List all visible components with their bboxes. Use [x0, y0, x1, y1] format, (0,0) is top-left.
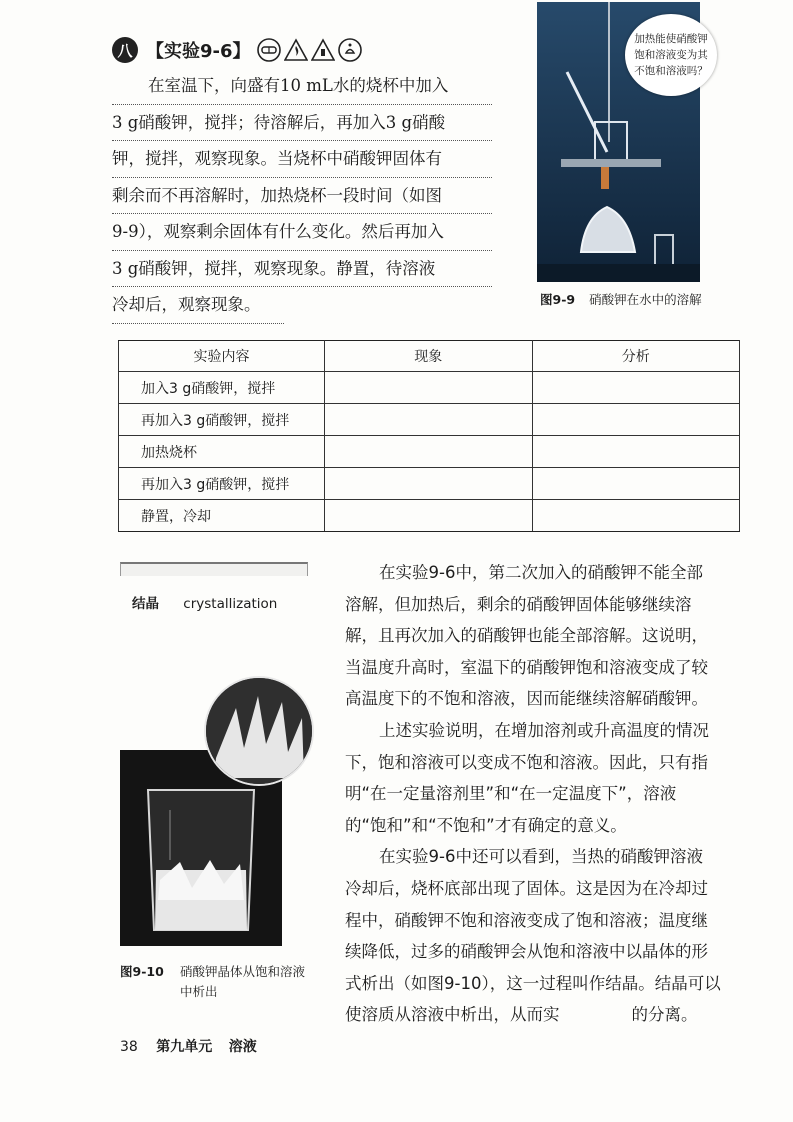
table-cell[interactable]	[532, 468, 740, 500]
experiment-header	[112, 34, 365, 66]
table-cell: 加入3 g硝酸钾，搅拌	[119, 372, 325, 404]
hand-wash-icon	[338, 38, 362, 62]
table-cell[interactable]	[325, 372, 533, 404]
table-cell[interactable]	[325, 404, 533, 436]
table-cell[interactable]	[325, 436, 533, 468]
figure-caption-text: 硝酸钾晶体从饱和溶液	[180, 964, 306, 979]
table-cell: 加热烧杯	[119, 436, 325, 468]
table-cell[interactable]	[325, 500, 533, 532]
bubble-line: 加热能使硝酸钾	[634, 33, 708, 45]
experiment-instructions	[112, 68, 492, 324]
instruction-line: 剩余而不再溶解时，加热烧杯一段时间（如图	[112, 178, 492, 215]
body-line: 续降低，过多的硝酸钾会从饱和溶液中以晶体的形	[345, 942, 708, 962]
figure-caption-text: 硝酸钾在水中的溶解	[589, 292, 702, 307]
table-cell: 再加入3 g硝酸钾，搅拌	[119, 404, 325, 436]
glossary-term-en: crystallization	[183, 596, 278, 612]
caution-icon	[311, 38, 335, 62]
column-header: 现象	[325, 341, 533, 372]
body-line-part: 的分离。	[631, 1005, 698, 1025]
body-line: 下，饱和溶液可以变成不饱和溶液。因此，只有指	[345, 752, 708, 772]
figure-9-10-caption	[120, 962, 305, 1002]
safety-icons	[257, 38, 365, 62]
instruction-line: 3 g硝酸钾，搅拌，观察现象。静置，待溶液	[112, 251, 492, 288]
table-row	[119, 436, 740, 468]
body-line: 溶解，但加热后，剩余的硝酸钾固体能够继续溶	[345, 594, 692, 614]
unit-title: 第九单元	[156, 1039, 213, 1055]
body-line-part: 使溶质从溶液中析出，从而实	[345, 1005, 560, 1025]
body-line: 的“饱和”和“不饱和”才有确定的意义。	[345, 815, 627, 835]
figure-caption-text: 中析出	[180, 984, 218, 999]
body-line: 在实验9-6中，第二次加入的硝酸钾不能全部	[379, 563, 703, 582]
glossary-term	[132, 592, 277, 612]
page-footer	[120, 1036, 257, 1056]
instruction-line: 9-9），观察剩余固体有什么变化。然后再加入	[112, 214, 492, 251]
column-header: 实验内容	[119, 341, 325, 372]
table-cell[interactable]	[532, 500, 740, 532]
instruction-line: 在室温下，向盛有10 mL水的烧杯中加入	[112, 68, 492, 105]
figure-9-9-caption	[540, 290, 702, 308]
hot-warning-icon	[284, 38, 308, 62]
table-cell[interactable]	[532, 436, 740, 468]
body-line: 程中，硝酸钾不饱和溶液变成了饱和溶液；温度继	[345, 910, 708, 930]
body-line: 解，且再次加入的硝酸钾也能全部溶解。这说明，	[345, 626, 708, 646]
body-line: 式析出（如图9-10），这一过程叫作结晶。结晶可以	[345, 973, 721, 993]
glossary-term-zh: 结晶	[132, 596, 159, 612]
observation-table	[118, 340, 740, 532]
crystal-closeup-illustration	[206, 678, 312, 784]
body-line: 高温度下的不饱和溶液，因而能继续溶解硝酸钾。	[345, 689, 708, 709]
body-line: 当温度升高时，室温下的硝酸钾饱和溶液变成了较	[345, 657, 708, 677]
instruction-line: 3 g硝酸钾，搅拌；待溶解后，再加入3 g硝酸	[112, 105, 492, 142]
table-row	[119, 468, 740, 500]
table-row	[119, 500, 740, 532]
body-line: 上述实验说明，在增加溶剂或升高温度的情况	[379, 720, 709, 740]
instruction-line: 钾，搅拌，观察现象。当烧杯中硝酸钾固体有	[112, 141, 492, 178]
goggles-icon	[257, 38, 281, 62]
body-text	[345, 557, 745, 1031]
bubble-line: 饱和溶液变为其	[634, 49, 708, 61]
table-cell: 再加入3 g硝酸钾，搅拌	[119, 468, 325, 500]
table-cell[interactable]	[532, 404, 740, 436]
table-cell[interactable]	[532, 372, 740, 404]
table-row	[119, 372, 740, 404]
page-number: 38	[120, 1039, 138, 1055]
experiment-number-badge: 八	[112, 37, 138, 63]
instruction-line: 冷却后，观察现象。	[112, 287, 284, 324]
glossary-bar	[120, 562, 308, 576]
experiment-title: 【实验9-6】	[146, 41, 251, 62]
column-header: 分析	[532, 341, 740, 372]
question-bubble	[625, 14, 717, 96]
body-line: 在实验9-6中还可以看到，当热的硝酸钾溶液	[379, 847, 703, 867]
table-row	[119, 404, 740, 436]
figure-label: 图9-10	[120, 964, 164, 979]
unit-topic: 溶液	[228, 1039, 257, 1055]
figure-label: 图9-9	[540, 292, 576, 307]
crystal-closeup-inset	[204, 676, 314, 786]
body-line	[345, 999, 745, 1031]
body-line: 明“在一定量溶剂里”和“在一定温度下”，溶液	[345, 784, 677, 804]
bubble-line: 不饱和溶液吗？	[634, 65, 708, 77]
table-cell[interactable]	[325, 468, 533, 500]
table-header-row	[119, 341, 740, 372]
body-line: 冷却后，烧杯底部出现了固体。这是因为在冷却过	[345, 878, 708, 898]
table-cell: 静置，冷却	[119, 500, 325, 532]
